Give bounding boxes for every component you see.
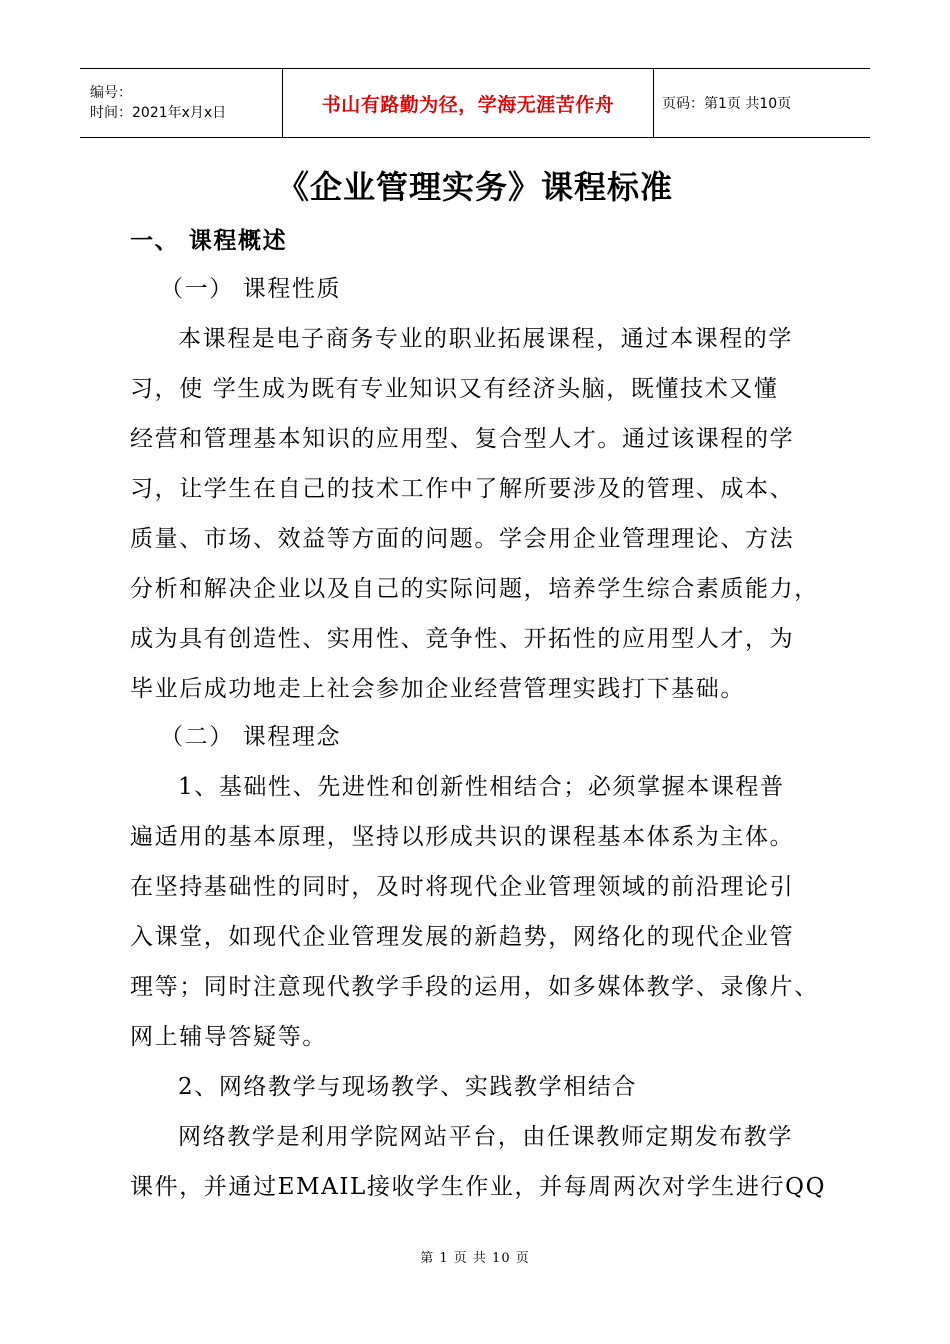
subsection-heading-philosophy: （二） 课程理念: [160, 724, 342, 750]
paragraph-line: 分析和解决企业以及自己的实际问题，培养学生综合素质能力，: [130, 576, 819, 602]
paragraph-line: 课件，并通过EMAIL接收学生作业，并每周两次对学生进行QQ: [130, 1174, 827, 1200]
paragraph-line: 习，让学生在自己的技术工作中了解所要涉及的管理、成本、: [130, 476, 795, 502]
paragraph-line: 网络教学是利用学院网站平台，由任课教师定期发布教学: [178, 1124, 793, 1150]
paragraph-line: 毕业后成功地走上社会参加企业经营管理实践打下基础。: [130, 676, 745, 702]
paragraph-line: 经营和管理基本知识的应用型、复合型人才。通过该课程的学: [130, 426, 795, 452]
header-motto-cell: [282, 69, 654, 137]
paragraph-line: 遍适用的基本原理，坚持以形成共识的课程基本体系为主体。: [130, 824, 795, 850]
item-heading: 2、网络教学与现场教学、实践教学相结合: [178, 1074, 638, 1100]
paragraph-line: 理等；同时注意现代教学手段的运用，如多媒体教学、录像片、: [130, 974, 819, 1000]
paragraph-line: 在坚持基础性的同时，及时将现代企业管理领域的前沿理论引: [130, 874, 795, 900]
paragraph-line: 1、基础性、先进性和创新性相结合；必须掌握本课程普: [178, 774, 785, 800]
page-footer: 第 1 页 共 10 页: [420, 1251, 530, 1266]
paragraph-line: 入课堂，如现代企业管理发展的新趋势，网络化的现代企业管: [130, 924, 795, 950]
header-page-cell: [654, 69, 870, 137]
paragraph-line: 成为具有创造性、实用性、竞争性、开拓性的应用型人才，为: [130, 626, 795, 652]
motto-text: 书山有路勤为径，学海无涯苦作舟: [321, 93, 615, 116]
section-heading: 一、 课程概述: [130, 228, 288, 254]
paragraph-line: 网上辅导答疑等。: [130, 1024, 327, 1050]
document-title: 《企业管理实务》课程标准: [276, 168, 673, 206]
number-label: 编号：: [90, 85, 132, 101]
paragraph-line: 习，使 学生成为既有专业知识又有经济头脑，既懂技术又懂: [130, 376, 779, 402]
header-table: [80, 68, 870, 138]
time-label: 时间：2021年x月x日: [90, 105, 227, 121]
paragraph-line: 本课程是电子商务专业的职业拓展课程，通过本课程的学: [178, 326, 793, 352]
header-meta: [80, 69, 282, 137]
subsection-heading-nature: （一） 课程性质: [160, 276, 342, 302]
page-label: 页码：第1页 共10页: [662, 96, 792, 112]
paragraph-line: 质量、市场、效益等方面的问题。学会用企业管理理论、方法: [130, 526, 795, 552]
